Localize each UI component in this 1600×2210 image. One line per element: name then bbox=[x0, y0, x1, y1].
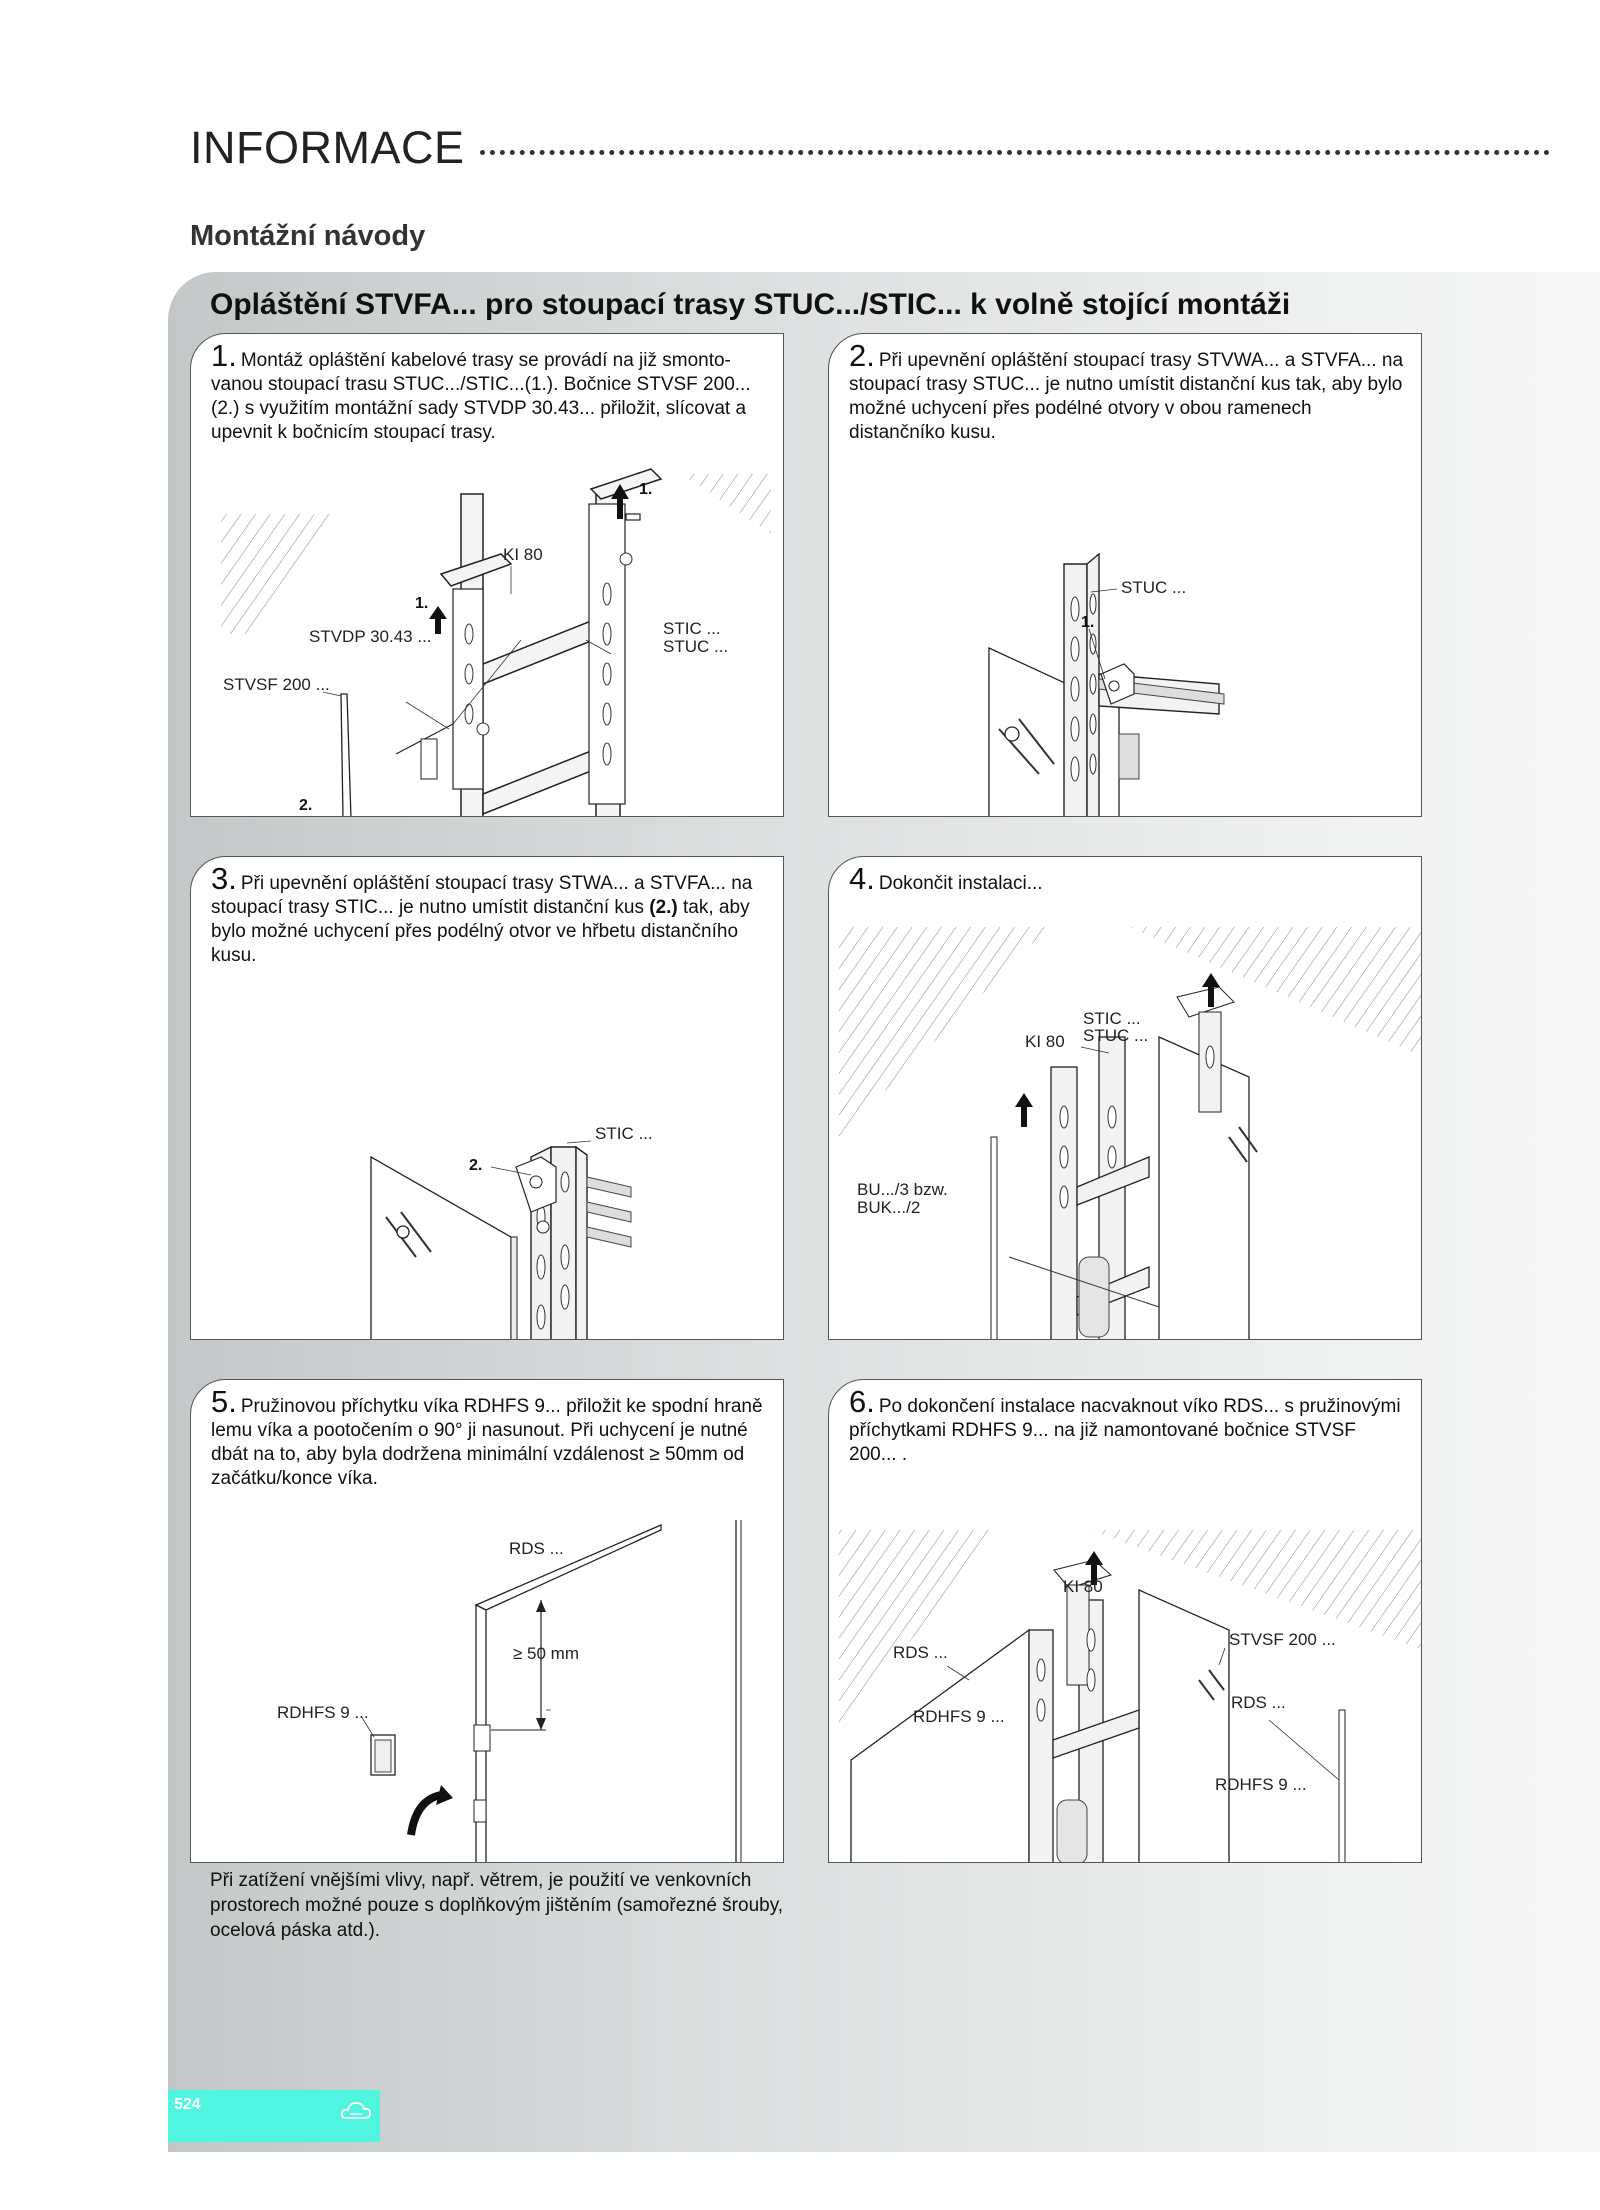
step-6-number: 6. bbox=[849, 1384, 875, 1419]
step-1-description: Montáž opláštění kabelové trasy se provádí na již smonto-vanou stoupací trasu STUC.../STIC...(1.). Bočnice STVSF 200... (2.) s využitím montážní sady STVDP 30.43... přiložit, slícovat a upevnit k bočnicím stoupací trasy. bbox=[211, 350, 751, 443]
step-6-box bbox=[828, 1379, 1422, 1863]
step-4-description: Dokončit instalaci... bbox=[878, 873, 1043, 894]
step-5-box bbox=[190, 1379, 784, 1863]
step-6-label-ki80: KI 80 bbox=[1063, 1577, 1103, 1596]
step-5-label-rds: RDS ... bbox=[509, 1539, 564, 1558]
step-3-text bbox=[211, 861, 765, 968]
step-4-label-buk: BUK.../2 bbox=[857, 1198, 921, 1217]
step-3-description-a: Při upevnění opláštění stoupací trasy STWA... a STVFA... na stoupací trasy STIC... je nutno umístit distanční kus bbox=[211, 873, 753, 918]
step-4-number: 4. bbox=[849, 861, 875, 896]
step-1-number: 1. bbox=[211, 338, 237, 373]
step-1-label-stvdp: STVDP 30.43 ... bbox=[309, 627, 432, 646]
step-3-label-2: 2. bbox=[469, 1157, 483, 1174]
main-heading: Opláštění STVFA... pro stoupací trasy STUC.../STIC... k volně stojící montáži bbox=[210, 288, 1291, 321]
step-5-description: Pružinovou příchytku víka RDHFS 9... přiložit ke spodní hraně lemu víka a pootočením o 90° ji nasunout. Při uchycení je nutné dbát na to, aby byla dodržena minimální vzdálenost ≥ 50mm od začátku/konce víka. bbox=[211, 1396, 763, 1489]
step-1-label-stvsf: STVSF 200 ... bbox=[223, 675, 330, 694]
step-1-text bbox=[211, 338, 765, 445]
step-2-box bbox=[828, 333, 1422, 817]
step-2-text bbox=[849, 338, 1404, 445]
step-4-illustration bbox=[829, 857, 1422, 1340]
step-1-box bbox=[190, 333, 784, 817]
step-6-label-rdhfs-left: RDHFS 9 ... bbox=[913, 1707, 1005, 1726]
step-6-text bbox=[849, 1384, 1403, 1467]
step-2-label-stuc: STUC ... bbox=[1121, 578, 1187, 597]
step-4-label-stuc: STUC ... bbox=[1083, 1026, 1149, 1045]
step-2-description: Při upevnění opláštění stoupací trasy STVWA... a STVFA... na stoupací trasy STUC... je nutno umístit distanční kus tak, aby bylo možné uchycení přes podélné otvory v obou ramenech distančníko kusu. bbox=[849, 350, 1404, 443]
step-5-number: 5. bbox=[211, 1384, 237, 1419]
step-2-label-1: 1. bbox=[1081, 614, 1095, 631]
step-4-text bbox=[849, 861, 1403, 896]
step-4-box bbox=[828, 856, 1422, 1340]
step-4-label-bu: BU.../3 bzw. bbox=[857, 1180, 948, 1199]
title-dot-leader bbox=[480, 150, 1550, 155]
step-1-label-arrow-2: 1. bbox=[415, 595, 429, 612]
step-1-label-ki80: KI 80 bbox=[503, 545, 543, 564]
page-badge bbox=[168, 2090, 380, 2142]
step-1-label-arrow-1: 1. bbox=[639, 481, 653, 498]
step-3-number: 3. bbox=[211, 861, 237, 896]
page-number: 524 bbox=[174, 2096, 201, 2113]
step-3-description-b: tak, aby bylo možné uchycení přes podélný otvor ve hřbetu distančního kusu. bbox=[211, 897, 750, 966]
step-1-label-2: 2. bbox=[299, 797, 313, 814]
step-1-label-stuc: STUC ... bbox=[663, 637, 729, 656]
step-5-text bbox=[211, 1384, 765, 1491]
step-4-label-ki80: KI 80 bbox=[1025, 1032, 1065, 1051]
step-6-label-rds-right: RDS ... bbox=[1231, 1693, 1286, 1712]
step-5-label-rdhfs: RDHFS 9 ... bbox=[277, 1703, 369, 1722]
step-3-label-stic: STIC ... bbox=[595, 1124, 653, 1143]
section-title: INFORMACE bbox=[190, 122, 465, 173]
step-3-description-bold: (2.) bbox=[649, 897, 678, 918]
cloud-logo-icon bbox=[340, 2096, 372, 2124]
step-6-description: Po dokončení instalace nacvaknout víko RDS... s pružinovými příchytkami RDHFS 9... na již namontované bočnice STVSF 200... . bbox=[849, 1396, 1401, 1465]
footnote: Při zatížení vnějšími vlivy, např. větrem, je použití ve venkovních prostorech možné pouze s doplňkovým jištěním (samořezné šrouby, ocelová páska atd.). bbox=[210, 1870, 784, 1941]
step-5-label-distance: ≥ 50 mm bbox=[513, 1644, 580, 1663]
step-6-label-rdhfs-right: RDHFS 9 ... bbox=[1215, 1775, 1307, 1794]
step-6-label-stvsf: STVSF 200 ... bbox=[1229, 1630, 1336, 1649]
step-1-label-stic: STIC ... bbox=[663, 619, 721, 638]
page-subtitle: Montážní návody bbox=[190, 220, 426, 252]
step-3-box bbox=[190, 856, 784, 1340]
step-6-label-rds-left: RDS ... bbox=[893, 1643, 948, 1662]
step-4-label-stic: STIC ... bbox=[1083, 1009, 1141, 1028]
step-2-number: 2. bbox=[849, 338, 875, 373]
